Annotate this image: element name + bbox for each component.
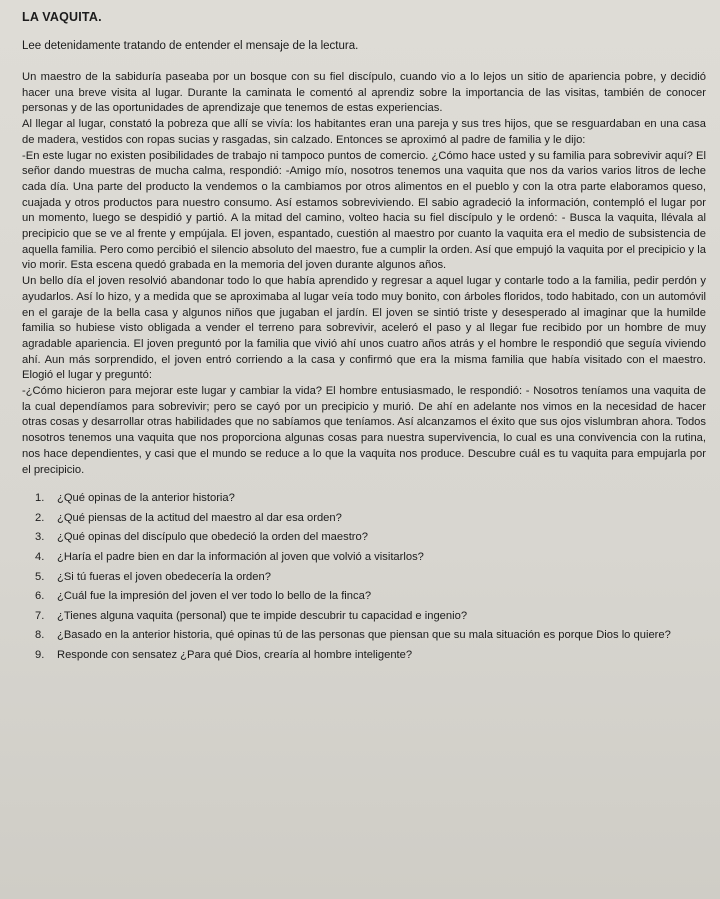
question-item: [35, 589, 706, 605]
question-item: [35, 648, 706, 664]
paragraph: Un bello día el joven resolvió abandonar todo lo que había aprendido y regresar a aquel lugar y contarle todo a la familia, pedir perdón y ayudarlos. Así lo hizo, y a medida que se aproximaba al lugar veía todo muy bonito, con árboles floridos, todo habitado, con un automóvil en el garaje de la bella casa y algunos niños que jugaban el jardín. El joven se sintió triste y desesperado al imaginar que la humilde familia so hubiese visto obligada a vender el terreno para sobrevivir, aceleró el paso y al llegar fue recibido por un hombre de muy agradable apariencia. El joven preguntó por la familia que vivió ahí unos cuatro años atrás y el hombre le respondió que seguía viviendo ahí. Aun más sorprendido, el joven entró corriendo a la casa y confirmó que era la misma familia que había visitado con el maestro. Elogió el lugar y preguntó:: [22, 275, 706, 382]
question-text: ¿Tienes alguna vaquita (personal) que te impide descubrir tu capacidad e ingenio?: [57, 609, 468, 622]
document-title: LA VAQUITA.: [22, 10, 102, 24]
question-item: [35, 491, 706, 507]
question-list: [22, 491, 706, 663]
question-number: 7.: [35, 609, 45, 622]
paragraph: Al llegar al lugar, constató la pobreza que allí se vivía: los habitantes eran una pareja y sus tres hijos, que se resguardaban en una casa de madera, vestidos con ropas sucias y rasgadas, sin calzado. Entonces se aproximó al padre de familia y le dijo:: [22, 118, 706, 146]
question-number: 4.: [35, 551, 45, 564]
question-text: ¿Haría el padre bien en dar la información al joven que volvió a visitarlos?: [57, 551, 424, 564]
question-text: ¿Si tú fueras el joven obedecería la orden?: [57, 570, 271, 583]
question-number: 1.: [35, 492, 45, 505]
paragraph: -En este lugar no existen posibilidades de trabajo ni tampoco puntos de comercio. ¿Cómo hace usted y su familia para sobrevivir aquí? El señor dando muestras de mucha calma, respondió: -Amigo mío, nosotros tenemos una vaquita que nos da varios varios litros de leche cada día. Una parte del producto la vendemos o la cambiamos por otros alimentos en el pueblo y con la otra parte elaboramos queso, cuajada y otros productos para nuestro consumo. Así estamos sobreviviendo. El sabio agradeció la información, contempló el lugar por un momento, luego se despidió y partió. A la mitad del camino, volteo hacia su fiel discípulo y le ordenó: - Busca la vaquita, llévala al precipicio que se ve al frente y empújala. El joven, espantado, cuestión al maestro por cuanto la vaquita era el medio de subsistencia de aquella familia. Pero como percibió el silencio absoluto del maestro, fue a cumplir la orden. Así que empujó la vaquita por el precipicio y la vio morir. Esta escena quedó grabada en la memoria del joven durante algunos años.: [22, 149, 706, 272]
question-item: [35, 628, 706, 644]
question-number: 2.: [35, 511, 45, 524]
instructions: Lee detenidamente tratando de entender el mensaje de la lectura.: [22, 40, 359, 52]
question-item: [35, 570, 706, 586]
question-text: ¿Basado en la anterior historia, qué opinas tú de las personas que piensan que su mala situación es porque Dios lo quiere?: [57, 629, 671, 642]
question-text: Responde con sensatez ¿Para qué Dios, crearía al hombre inteligente?: [57, 649, 413, 662]
question-number: 9.: [35, 649, 45, 662]
question-number: 6.: [35, 590, 45, 603]
story-text: [22, 70, 706, 478]
question-item: [35, 609, 706, 625]
question-number: 5.: [35, 570, 45, 583]
question-item: [35, 550, 706, 566]
question-text: ¿Qué piensas de la actitud del maestro al dar esa orden?: [57, 511, 342, 524]
paragraph: -¿Cómo hicieron para mejorar este lugar y cambiar la vida? El hombre entusiasmado, le respondió: - Nosotros teníamos una vaquita de la cual dependíamos para sobrevivir; pero se cayó por un precipicio y murió. De ahí en adelante nos vimos en la necesidad de hacer otras cosas y desarrollar otras habilidades que no sabíamos que teníamos. Así alcanzamos el éxito que sus ojos vislumbran ahora. Todos nosotros tenemos una vaquita que nos proporciona algunas cosas para nuestra supervivencia, lo cual es una convivencia con la rutina, nos hace dependientes, y casi que el mundo se reduce a lo que la vaquita nos produce. Descubre cuál es tu vaquita para empujarla por el precipicio.: [22, 385, 706, 476]
question-text: ¿Qué opinas del discípulo que obedeció la orden del maestro?: [57, 531, 368, 544]
question-item: [35, 511, 706, 527]
paragraph: Un maestro de la sabiduría paseaba por un bosque con su fiel discípulo, cuando vio a lo lejos un sitio de apariencia pobre, y decidió hacer una breve visita al lugar. Durante la caminata le comentó al aprendiz sobre la importancia de las visitas, también de conocer personas y de las oportunidades de aprendizaje que tenemos de estas experiencias.: [22, 71, 706, 115]
question-number: 3.: [35, 531, 45, 544]
question-text: ¿Cuál fue la impresión del joven el ver todo lo bello de la finca?: [57, 590, 372, 603]
question-item: [35, 530, 706, 546]
question-text: ¿Qué opinas de la anterior historia?: [57, 492, 235, 505]
question-number: 8.: [35, 629, 45, 642]
